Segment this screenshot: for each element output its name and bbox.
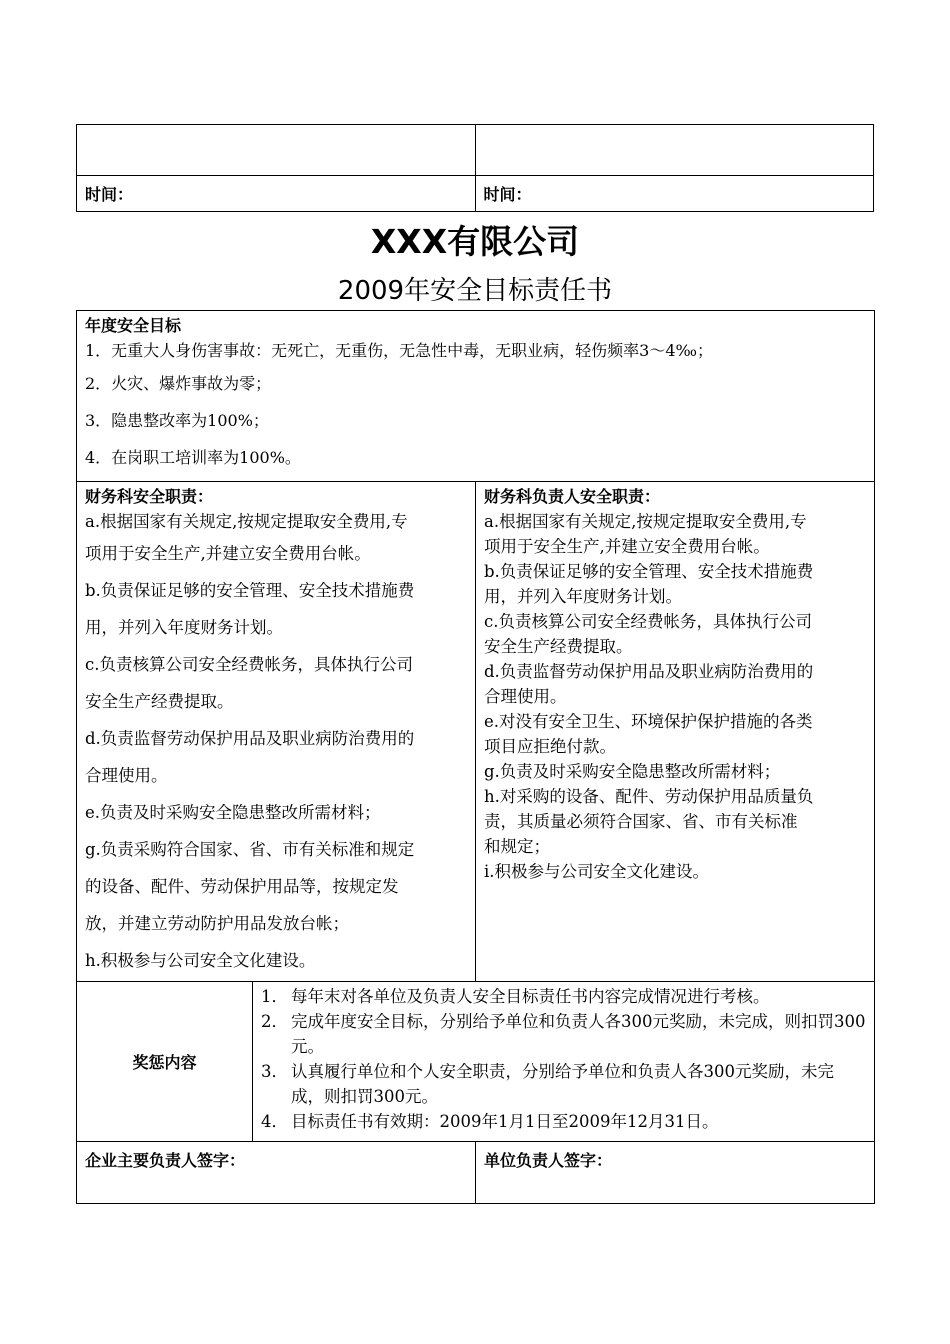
blank-cell-left	[77, 125, 476, 176]
reward-item	[261, 1059, 866, 1109]
reward-item	[261, 1009, 866, 1059]
goal-item: 2．火灾、爆炸事故为零；	[85, 374, 272, 393]
reward-item-number: 2．	[261, 1012, 288, 1031]
duty-line: 项目应拒绝付款。	[484, 737, 616, 756]
header-sign-table	[76, 124, 874, 212]
reward-item-text: 认真履行单位和个人安全职责，分别给予单位和负责人各300元奖励，未完成，则扣罚300元。	[291, 1062, 834, 1106]
duty-line: b.负责保证足够的安全管理、安全技术措施费	[85, 581, 415, 600]
reward-item-number: 4．	[261, 1112, 288, 1131]
reward-item	[261, 984, 866, 1009]
goal-item: 3．隐患整改率为100%；	[85, 411, 269, 430]
duty-line: 责，其质量必须符合国家、省、市有关标准	[484, 812, 798, 831]
duty-line: e.负责及时采购安全隐患整改所需材料；	[85, 803, 381, 822]
company-head-signature-field: 企业主要负责人签字：	[77, 1142, 476, 1204]
goals-heading: 年度安全目标	[85, 316, 182, 335]
annual-goals-cell	[77, 311, 875, 482]
time-label-right: 时间：	[475, 176, 874, 212]
duty-line: d.负责监督劳动保护用品及职业病防治费用的	[85, 729, 415, 748]
blank-cell-right	[475, 125, 874, 176]
duty-line: 的设备、配件、劳动保护用品等，按规定发	[85, 877, 399, 896]
finance-dept-heading: 财务科安全职责：	[85, 487, 214, 506]
finance-head-duties-cell	[476, 482, 875, 982]
duty-line: 合理使用。	[484, 687, 567, 706]
reward-item-number: 3．	[261, 1062, 288, 1081]
finance-dept-duties-cell	[77, 482, 476, 982]
reward-item-number: 1．	[261, 987, 288, 1006]
duty-line: 用，并列入年度财务计划。	[484, 587, 682, 606]
duty-line: d.负责监督劳动保护用品及职业病防治费用的	[484, 662, 814, 681]
duty-line: g.负责采购符合国家、省、市有关标准和规定	[85, 840, 415, 859]
time-label-left: 时间：	[77, 176, 476, 212]
duty-line: e.对没有安全卫生、环境保护保护措施的各类	[484, 712, 813, 731]
responsibility-table	[76, 310, 875, 1204]
reward-item-text: 目标责任书有效期：2009年1月1日至2009年12月31日。	[291, 1112, 719, 1131]
duty-line: h.积极参与公司安全文化建设。	[85, 951, 316, 970]
finance-head-heading: 财务科负责人安全职责：	[484, 487, 661, 506]
duty-line: 项用于安全生产,并建立安全费用台帐。	[484, 537, 770, 556]
goal-item: 4．在岗职工培训率为100%。	[85, 448, 301, 467]
duty-line: 用，并列入年度财务计划。	[85, 618, 283, 637]
duty-line: 合理使用。	[85, 766, 168, 785]
duty-line: c.负责核算公司安全经费帐务，具体执行公司	[85, 655, 413, 674]
rewards-label: 奖惩内容	[77, 982, 253, 1142]
duty-line: c.负责核算公司安全经费帐务，具体执行公司	[484, 612, 812, 631]
rewards-list	[261, 984, 866, 1134]
reward-item-text: 每年末对各单位及负责人安全目标责任书内容完成情况进行考核。	[291, 987, 770, 1006]
rewards-list-cell	[253, 982, 875, 1142]
duty-line: i.积极参与公司安全文化建设。	[484, 862, 710, 881]
duty-line: 安全生产经费提取。	[85, 692, 234, 711]
duty-line: g.负责及时采购安全隐患整改所需材料；	[484, 762, 781, 781]
duty-line: 安全生产经费提取。	[484, 637, 633, 656]
company-title: XXX有限公司	[370, 222, 580, 261]
reward-item	[261, 1109, 866, 1134]
duty-line: 项用于安全生产,并建立安全费用台帐。	[85, 544, 371, 563]
duty-line: 和规定；	[484, 837, 550, 856]
duty-line: 放，并建立劳动防护用品发放台帐；	[85, 914, 349, 933]
document-title: 2009年安全目标责任书	[337, 276, 613, 306]
goal-item: 1．无重大人身伤害事故：无死亡，无重伤，无急性中毒，无职业病，轻伤频率3～4‰；	[85, 341, 714, 360]
unit-head-signature-field: 单位负责人签字：	[476, 1142, 875, 1204]
duty-line: h.对采购的设备、配件、劳动保护用品质量负	[484, 787, 814, 806]
reward-item-text: 完成年度安全目标，分别给予单位和负责人各300元奖励，未完成，则扣罚300元。	[291, 1012, 866, 1056]
duty-line: a.根据国家有关规定,按规定提取安全费用,专	[484, 512, 807, 531]
duty-line: b.负责保证足够的安全管理、安全技术措施费	[484, 562, 814, 581]
duty-line: a.根据国家有关规定,按规定提取安全费用,专	[85, 512, 408, 531]
